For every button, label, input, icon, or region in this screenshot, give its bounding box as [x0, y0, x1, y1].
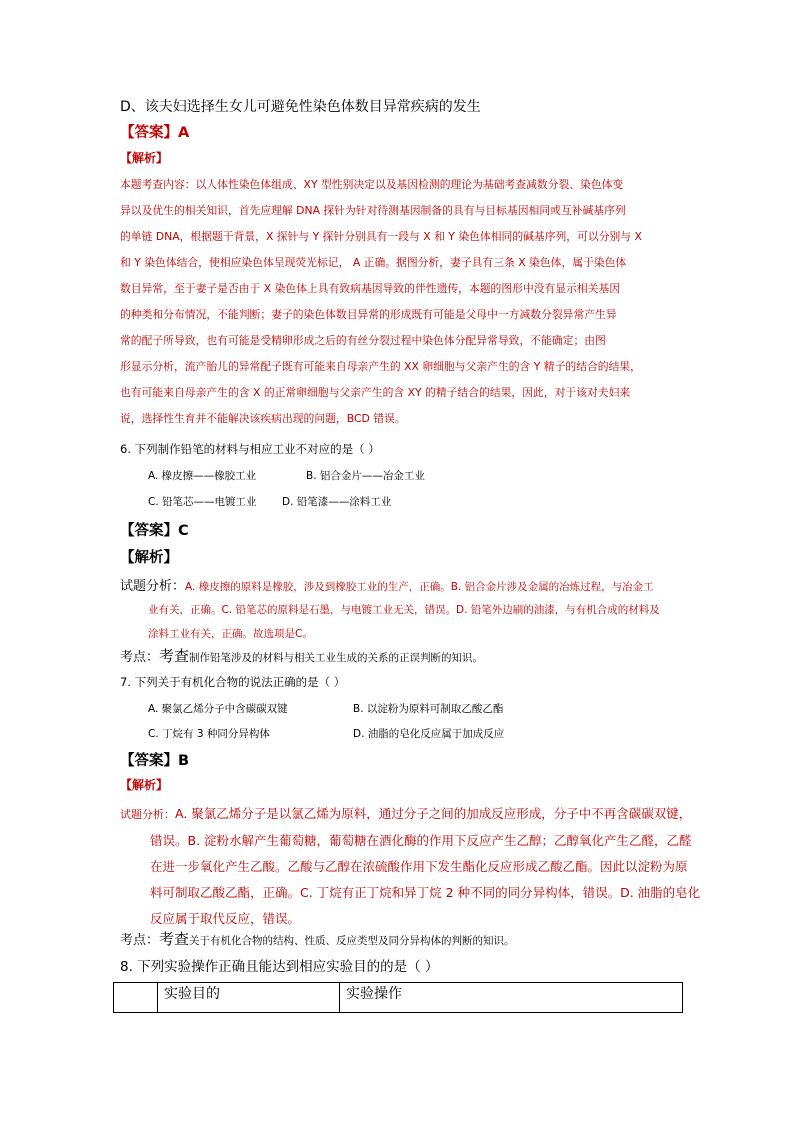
analysis-line: 也有可能来自母亲产生的含 X 的正常卵细胞与父亲产生的含 XY 的精子结合的结果，因此，对于该对夫妇来	[120, 386, 631, 399]
table-header-row	[114, 983, 683, 1013]
q7-question: 7. 下列关于有机化合物的说法正确的是（ ）	[120, 675, 346, 689]
analysis-line: 错误。B. 淀粉水解产生葡萄糖，葡萄糖在酒化酶的作用下反应产生乙醇；乙醇氧化产生乙醛，乙醛	[150, 833, 692, 848]
analysis-line: 业有关，正确。C. 铅笔芯的原料是石墨，与电镀工业无关，错误。D. 铅笔外边刷的油漆，与有机合成的材料及	[148, 604, 660, 616]
analysis-line: 本题考查内容：以人体性染色体组成、XY 型性别决定以及基因检测的理论为基础考查减数分裂、染色体变	[120, 178, 624, 191]
analysis-line: A. 聚氯乙烯分子是以氯乙烯为原料，通过分子之间的加成反应形成，分子中不再含碳碳双键，	[175, 806, 692, 821]
q7-analysis-first	[120, 803, 691, 822]
analysis-line: 和 Y 染色体结合，使相应染色体呈现荧光标记， A 正确。据图分析，妻子具有三条 X 染色体，属于染色体	[120, 256, 627, 269]
kaodian-label: 考点：	[120, 650, 160, 665]
answer-value: B	[178, 753, 190, 769]
analysis-line: 异以及优生的相关知识，首先应理解 DNA 探针为针对待测基因制备的具有与目标基因相同或互补碱基序列	[120, 204, 626, 217]
analysis-prefix: 试题分析：	[120, 579, 186, 594]
q7-answer	[120, 749, 189, 770]
answer-value: C	[178, 523, 189, 539]
analysis-line: 料可制取乙酸乙酯，正确。C. 丁烷有正丁烷和异丁烷 2 种不同的同分异构体，错误。D. 油脂的皂化	[150, 885, 701, 900]
experiment-table	[113, 982, 683, 1013]
analysis-line: 在进一步氧化产生乙酸。乙酸与乙醇在浓硫酸作用下发生酯化反应形成乙酸乙酯。因此以淀粉为原	[150, 859, 688, 874]
table-header-cell	[114, 983, 158, 1013]
analysis-line: 形显示分析，流产胎儿的异常配子既有可能来自母亲产生的 XX 卵细胞与父亲产生的含 Y 精子的结合的结果，	[120, 360, 641, 373]
q6-analysis-first	[120, 575, 654, 594]
q6-question: 6. 下列制作铅笔的材料与相应工业不对应的是（ ）	[120, 442, 380, 456]
analysis-line: 的单链 DNA，根据题干背景，X 探针与 Y 探针分别具有一段与 X 和 Y 染色体相同的碱基序列，可以分别与 X	[120, 230, 642, 243]
kaodian-label: 考点：	[120, 933, 160, 948]
analysis-line: 的种类和分布情况，不能判断；妻子的染色体数目异常的形成既有可能是父母中一方减数分裂异常产生异	[120, 308, 617, 321]
q6-kaodian	[120, 645, 483, 666]
q5-option-d: D、该夫妇选择生女儿可避免性染色体数目异常疾病的发生	[120, 99, 481, 115]
analysis-line: 反应属于取代反应，错误。	[150, 911, 301, 926]
q6-answer	[120, 519, 189, 540]
answer-label: 【答案】	[120, 125, 178, 141]
analysis-line: 说，选择性生育并不能解决该疾病出现的问题，BCD 错误。	[120, 412, 406, 425]
q8-question: 8. 下列实验操作正确且能达到相应实验目的的是（ ）	[120, 959, 439, 975]
q7-option-b: B. 以淀粉为原料可制取乙酸乙酯	[353, 703, 504, 715]
analysis-line: A. 橡皮擦的原料是橡胶，涉及到橡胶工业的生产，正确。B. 铝合金片涉及金属的冶炼过程，与冶金工	[185, 581, 654, 593]
answer-value: A	[178, 125, 190, 141]
analysis-line: 常的配子所导致，也有可能是受精卵形成之后的有丝分裂过程中染色体分配异常导致，不能确定；由图	[120, 334, 606, 347]
analysis-line: 数目异常，至于妻子是否由于 X 染色体上具有致病基因导致的伴性遗传，本题的图形中没有显示相关基因	[120, 282, 621, 295]
kaodian-lead: 考查	[159, 647, 190, 665]
q6-option-c: C. 铅笔芯——电镀工业	[148, 496, 257, 508]
q7-kaodian	[120, 928, 515, 949]
q7-analysis-label: 【解析】	[120, 778, 169, 792]
kaodian-text: 制作铅笔涉及的材料与相关工业生成的关系的正误判断的知识。	[189, 652, 484, 664]
answer-label: 【答案】	[120, 523, 178, 539]
q5-answer	[120, 121, 189, 142]
q5-analysis-label: 【解析】	[120, 151, 169, 165]
q7-option-c: C. 丁烷有 3 种同分异构体	[148, 728, 270, 740]
q7-option-a: A. 聚氯乙烯分子中含碳碳双键	[148, 703, 288, 715]
answer-label: 【答案】	[120, 753, 178, 769]
kaodian-lead: 考查	[159, 930, 190, 948]
analysis-line: 涂料工业有关，正确。故选项是C。	[148, 628, 313, 640]
table-header-cell: 实验操作	[340, 983, 683, 1013]
table-header-cell: 实验目的	[158, 983, 340, 1013]
q6-option-a: A. 橡皮擦——橡胶工业	[148, 470, 257, 482]
kaodian-text: 关于有机化合物的结构、性质、反应类型及同分异构体的判断的知识。	[189, 935, 515, 947]
q6-analysis-label: 【解析】	[120, 550, 178, 566]
q7-option-d: D. 油脂的皂化反应属于加成反应	[353, 728, 505, 740]
q6-option-b: B. 铝合金片——冶金工业	[306, 470, 425, 482]
analysis-prefix: 试题分析：	[120, 808, 175, 821]
q6-option-d: D. 铅笔漆——涂料工业	[282, 496, 392, 508]
